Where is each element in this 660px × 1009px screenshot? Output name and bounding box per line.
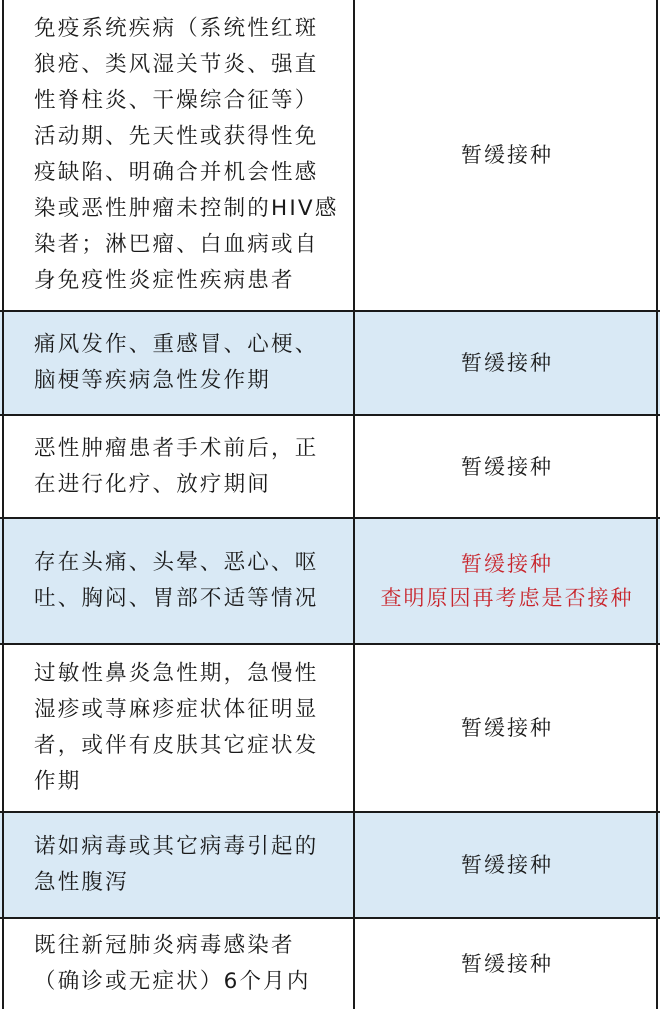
- recommendation-text: 暂缓接种: [461, 952, 553, 976]
- condition-text: 恶性肿瘤患者手术前后，正在进行化疗、放疗期间: [34, 435, 319, 497]
- row-divider: [0, 414, 660, 416]
- recommendation-text: 暂缓接种: [461, 552, 553, 576]
- recommendation-cell: [354, 813, 660, 917]
- table-row: [0, 312, 660, 414]
- table-row: [0, 645, 660, 811]
- recommendation-text: 暂缓接种: [461, 143, 553, 167]
- recommendation-text: 暂缓接种: [461, 853, 553, 877]
- recommendation-note: 查明原因再考虑是否接种: [380, 586, 634, 610]
- recommendation-cell: [354, 0, 660, 310]
- table-right-border: [656, 0, 658, 1009]
- recommendation-cell: [354, 519, 660, 643]
- recommendation-text: 暂缓接种: [461, 716, 553, 740]
- row-divider: [0, 517, 660, 519]
- recommendation-text: 暂缓接种: [461, 454, 553, 479]
- row-divider: [0, 643, 660, 645]
- condition-text: 既往新冠肺炎病毒感染者（确诊或无症状）6个月内: [34, 933, 311, 994]
- column-divider: [353, 0, 355, 1009]
- recommendation-cell: [354, 416, 660, 517]
- row-divider: [0, 811, 660, 813]
- row-divider: [0, 310, 660, 312]
- table-row: [0, 813, 660, 917]
- row-divider: [0, 917, 660, 919]
- condition-cell: [0, 312, 354, 414]
- table-row: [0, 416, 660, 517]
- recommendation-cell: [354, 919, 660, 1009]
- condition-cell: [0, 0, 354, 310]
- condition-cell: [0, 645, 354, 811]
- condition-cell: [0, 416, 354, 517]
- recommendation-cell: [354, 645, 660, 811]
- table-left-border: [2, 0, 4, 1009]
- condition-text: 诺如病毒或其它病毒引起的急性腹泻: [34, 834, 319, 895]
- recommendation-text: 暂缓接种: [461, 351, 553, 375]
- recommendation-cell: [354, 312, 660, 414]
- table-row: [0, 0, 660, 310]
- table-row: [0, 919, 660, 1009]
- condition-cell: [0, 519, 354, 643]
- condition-text: 痛风发作、重感冒、心梗、脑梗等疾病急性发作期: [34, 332, 319, 393]
- condition-text: 存在头痛、头晕、恶心、呕吐、胸闷、胃部不适等情况: [34, 550, 319, 611]
- condition-cell: [0, 813, 354, 917]
- table-row: [0, 519, 660, 643]
- condition-text: 免疫系统疾病（系统性红斑狼疮、类风湿关节炎、强直性脊柱炎、干燥综合征等）活动期、先天性或获得性免疫缺陷、明确合并机会性感染或恶性肿瘤未控制的HIV感染者；淋巴瘤、白血病或自身免疫性炎症性疾病患者: [34, 16, 339, 293]
- condition-cell: [0, 919, 354, 1009]
- condition-text: 过敏性鼻炎急性期，急慢性湿疹或荨麻疹症状体征明显者，或伴有皮肤其它症状发作期: [34, 661, 319, 794]
